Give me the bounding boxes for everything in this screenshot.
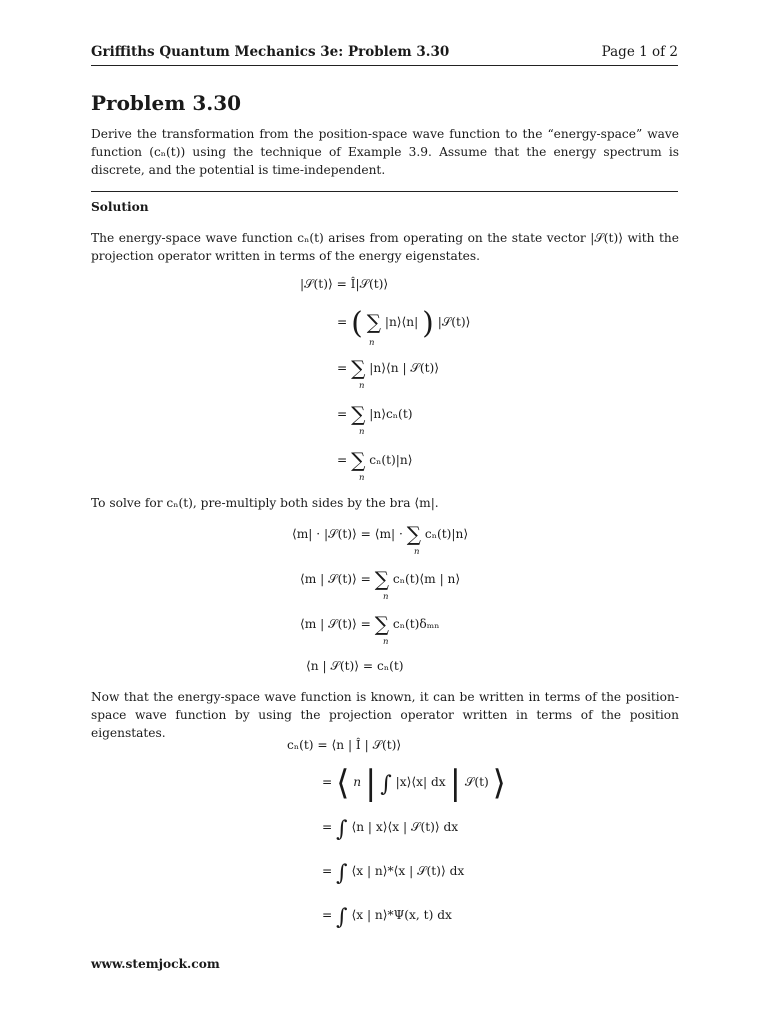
left-angle: ⟨ bbox=[336, 763, 350, 803]
expr: ⟨x | n⟩*⟨x | 𝒮(t)⟩ dx bbox=[351, 864, 465, 878]
integral-symbol: ∫ bbox=[336, 861, 348, 886]
problem-statement: Derive the transformation from the position-space wave function to the “energy-space” wave function (cₙ(t)) using the technique of Example 3.9. Assume that the energy spectrum is discrete, and the potential is time-independent. bbox=[91, 127, 679, 177]
integral-symbol: ∫ bbox=[336, 817, 348, 842]
expr: ⟨x | n⟩*Ψ(x, t) dx bbox=[351, 908, 452, 922]
eq2-line4: ⟨n | 𝒮(t)⟩ = cₙ(t) bbox=[306, 659, 404, 673]
sum-index: n bbox=[383, 637, 389, 647]
expr: 𝒮(t) bbox=[464, 775, 489, 789]
expr: cₙ(t)⟨m | n⟩ bbox=[392, 572, 461, 586]
integral-symbol: ∫ bbox=[336, 905, 348, 930]
eq2-line1 bbox=[292, 522, 469, 546]
header-rule bbox=[91, 65, 678, 66]
projector: |n⟩⟨n| bbox=[384, 315, 419, 329]
integral-symbol: ∫ bbox=[380, 772, 392, 797]
sum-symbol: ∑ bbox=[351, 448, 366, 472]
expr: ⟨m| · |𝒮(t)⟩ = ⟨m| · bbox=[292, 527, 403, 541]
expr: cₙ(t)|n⟩ bbox=[424, 527, 469, 541]
close-paren: ) bbox=[422, 306, 434, 341]
right-angle: ⟩ bbox=[492, 763, 506, 803]
divider-bar: | bbox=[364, 763, 377, 803]
sum-index: n bbox=[383, 592, 389, 602]
expr: |x⟩⟨x| dx bbox=[395, 775, 446, 789]
sum-index: n bbox=[414, 547, 420, 557]
sum-symbol: ∑ bbox=[351, 356, 366, 380]
expr: cₙ(t)|n⟩ bbox=[369, 453, 413, 467]
eq1-line5: = ∑ cₙ(t)|n⟩ bbox=[337, 448, 413, 472]
eq3-line3: = ∫ ⟨n | x⟩⟨x | 𝒮(t)⟩ dx bbox=[322, 817, 459, 842]
solution-intro: The energy-space wave function cₙ(t) arises from operating on the state vector |𝒮(t)⟩ with the projection operator written in terms of the energy eigenstates. bbox=[91, 231, 679, 263]
solution-next: Now that the energy-space wave function is known, it can be written in terms of the position-space wave function by using the projection operator written in terms of the position eigenstates. bbox=[91, 690, 679, 740]
eq1-line4: = ∑ |n⟩cₙ(t) bbox=[337, 402, 413, 426]
sum-index: n bbox=[359, 427, 365, 437]
sum-symbol: ∑ bbox=[374, 612, 390, 636]
sum-index: n bbox=[359, 381, 365, 391]
expr: |n⟩⟨n | 𝒮(t)⟩ bbox=[369, 361, 440, 375]
running-header-title: Griffiths Quantum Mechanics 3e: Problem 3.30 bbox=[91, 44, 450, 60]
expr: ⟨m | 𝒮(t)⟩ = bbox=[300, 572, 371, 586]
sum-symbol: ∑ bbox=[406, 522, 422, 546]
eq3-line4: = ∫ ⟨x | n⟩*⟨x | 𝒮(t)⟩ dx bbox=[322, 861, 465, 886]
eq2-line3 bbox=[300, 612, 440, 636]
divider-bar: | bbox=[449, 763, 462, 803]
state-ket: |𝒮(t)⟩ bbox=[437, 315, 471, 329]
solution-heading: Solution bbox=[91, 200, 149, 214]
sum-index: n bbox=[369, 338, 375, 348]
sum-symbol: ∑ bbox=[351, 402, 366, 426]
sum-index: n bbox=[359, 473, 365, 483]
eq1-line2 bbox=[337, 306, 471, 341]
expr: cₙ(t)δₘₙ bbox=[392, 617, 440, 631]
page-number: Page 1 of 2 bbox=[601, 44, 678, 60]
eq3-line5: = ∫ ⟨x | n⟩*Ψ(x, t) dx bbox=[322, 905, 452, 930]
sum-symbol: ∑ bbox=[374, 567, 390, 591]
footer-url[interactable]: www.stemjock.com bbox=[91, 957, 220, 971]
expr: ⟨n | x⟩⟨x | 𝒮(t)⟩ dx bbox=[351, 820, 459, 834]
eq1-line3: = ∑ |n⟩⟨n | 𝒮(t)⟩ bbox=[337, 356, 440, 380]
open-paren: ( bbox=[351, 306, 363, 341]
equals-sign: = bbox=[337, 315, 348, 329]
eq3-line2: = ⟨ n | ∫ |x⟩⟨x| dx | 𝒮(t) ⟩ bbox=[322, 763, 506, 803]
sum-symbol: ∑ bbox=[366, 310, 381, 334]
solution-mid: To solve for cₙ(t), pre-multiply both sides by the bra ⟨m|. bbox=[91, 496, 439, 510]
expr: |n⟩cₙ(t) bbox=[369, 407, 413, 421]
expr: ⟨m | 𝒮(t)⟩ = bbox=[300, 617, 371, 631]
section-divider bbox=[91, 191, 678, 192]
eq3-line1: cₙ(t) = ⟨n | Î | 𝒮(t)⟩ bbox=[287, 738, 402, 752]
eq2-line2 bbox=[300, 567, 461, 591]
eq1-line1: |𝒮(t)⟩ = Î|𝒮(t)⟩ bbox=[300, 277, 389, 291]
problem-title: Problem 3.30 bbox=[91, 91, 242, 115]
expr: n bbox=[353, 775, 362, 789]
